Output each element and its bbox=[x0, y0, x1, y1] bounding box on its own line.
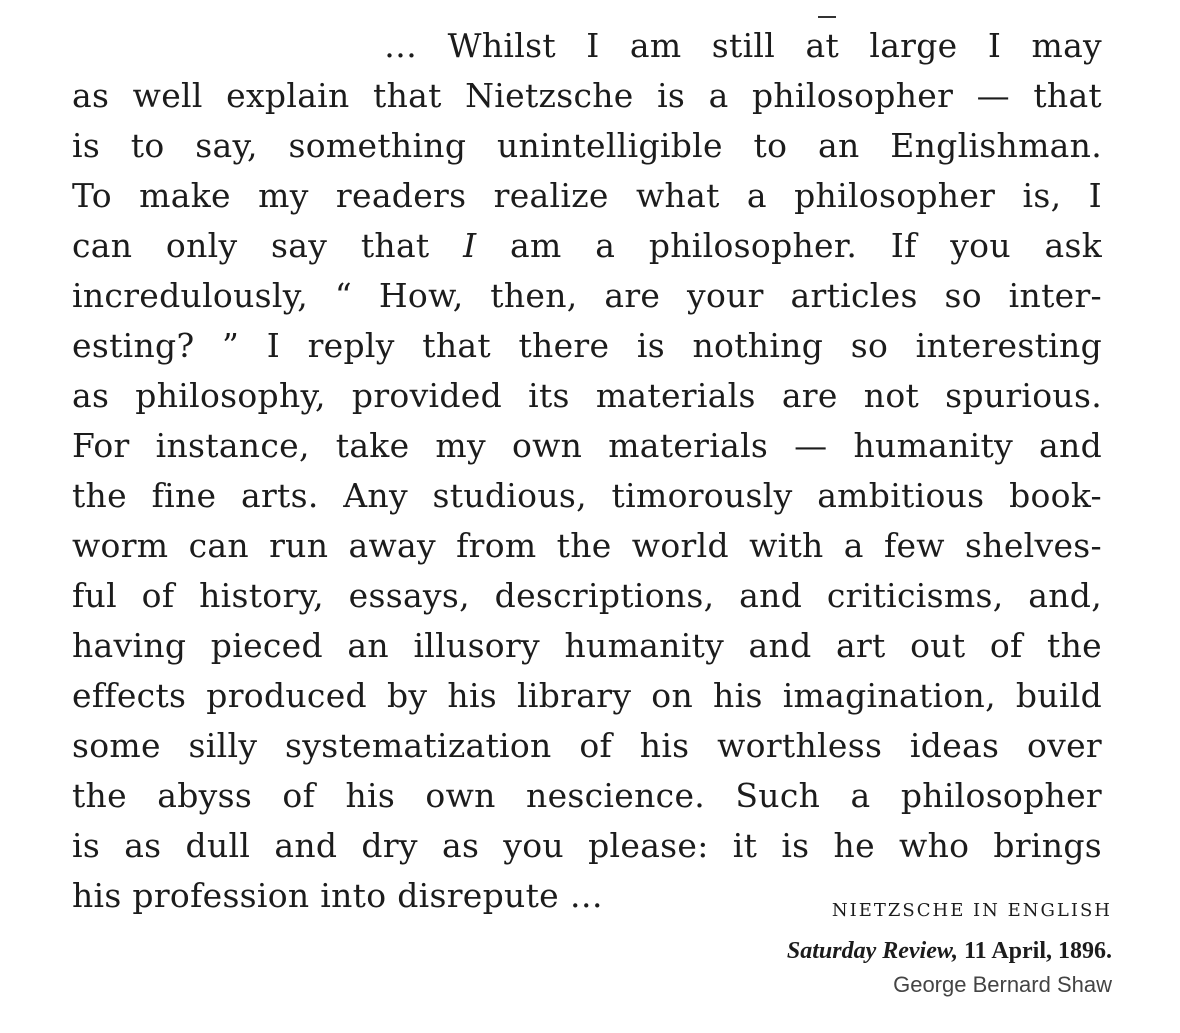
passage-line-5 bbox=[72, 226, 1102, 266]
passage-line-10: the fine arts. Any studious, timorously ambitious book- bbox=[72, 476, 1102, 515]
passage-line-1: … Whilst I am still at large I may bbox=[384, 26, 1102, 65]
passage-line-5-rest: am a philosopher. If you ask bbox=[476, 226, 1102, 265]
citation-date: 11 April, 1896. bbox=[957, 938, 1112, 964]
stray-print-mark bbox=[818, 16, 836, 18]
passage-line-4: To make my readers realize what a philosopher is, I bbox=[72, 176, 1102, 215]
citation-title: NIETZSCHE IN ENGLISH bbox=[831, 900, 1112, 921]
citation-author: George Bernard Shaw bbox=[893, 972, 1112, 997]
citation-source bbox=[787, 938, 1112, 965]
passage-line-13: having pieced an illusory humanity and art out of the bbox=[72, 626, 1102, 665]
passage-line-11: worm can run away from the world with a few shelves- bbox=[72, 526, 1102, 565]
passage-line-17: is as dull and dry as you please: it is he who brings bbox=[72, 826, 1102, 865]
passage-line-7: esting? ” I reply that there is nothing so interesting bbox=[72, 326, 1102, 365]
citation-publication: Saturday Review, bbox=[786, 938, 958, 964]
passage-line-6: incredulously, “ How, then, are your articles so inter- bbox=[72, 276, 1102, 315]
passage-line-18: his profession into disrepute … bbox=[72, 876, 604, 915]
passage-line-16: the abyss of his own nescience. Such a philosopher bbox=[72, 776, 1102, 815]
passage-line-3: is to say, something unintelligible to an Englishman. bbox=[72, 126, 1102, 165]
passage-line-5-start: can only say that bbox=[72, 226, 464, 265]
passage-line-2: as well explain that Nietzsche is a philosopher — that bbox=[72, 76, 1102, 115]
passage-line-9: For instance, take my own materials — humanity and bbox=[72, 426, 1102, 465]
passage-line-14: effects produced by his library on his imagination, build bbox=[72, 676, 1102, 715]
passage-line-12: ful of history, essays, descriptions, and criticisms, and, bbox=[72, 576, 1102, 615]
passage-line-15: some silly systematization of his worthless ideas over bbox=[72, 726, 1102, 765]
passage-line-5-italic: I bbox=[463, 226, 477, 265]
passage-line-8: as philosophy, provided its materials are not spurious. bbox=[72, 376, 1102, 415]
